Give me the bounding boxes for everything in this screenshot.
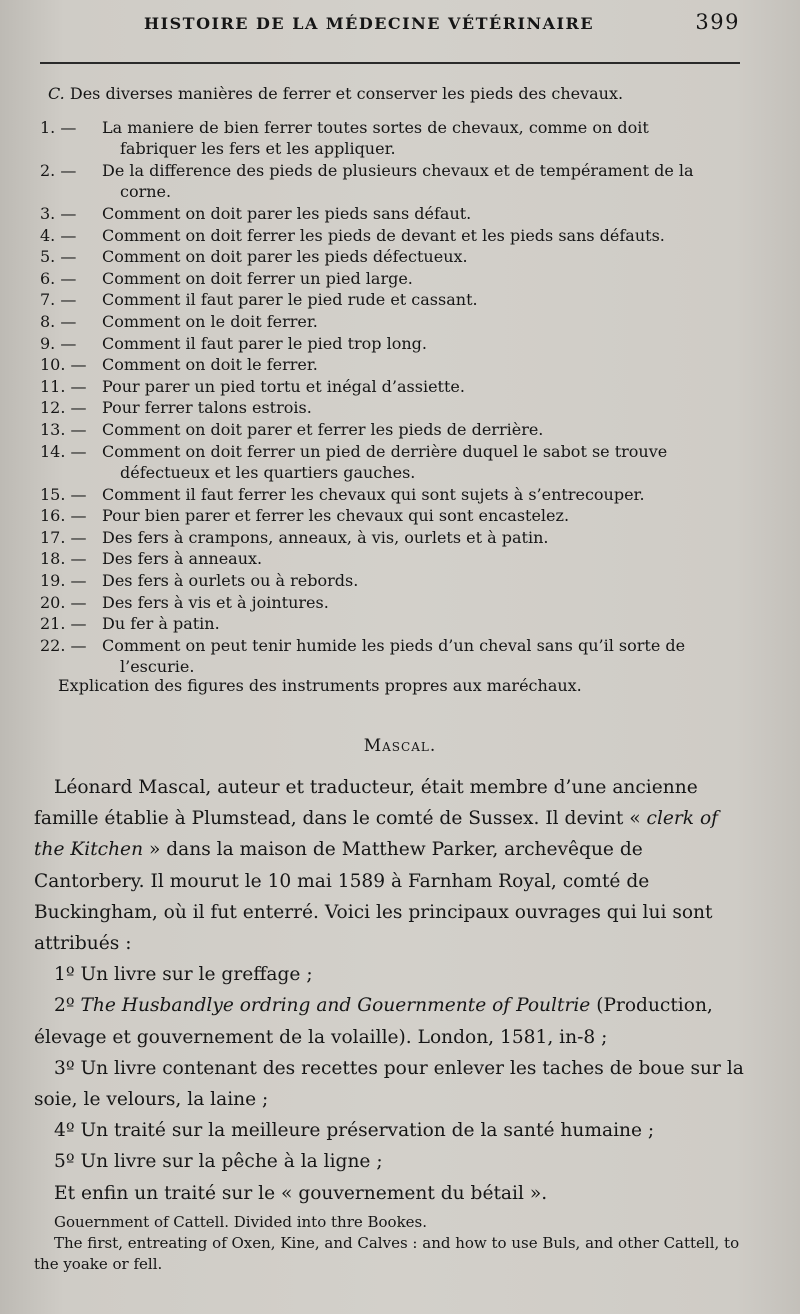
toc-item [40, 203, 740, 224]
toc-item-text [102, 333, 740, 354]
toc-item-text [102, 419, 740, 440]
toc-item-continuation: l’escurie. [120, 657, 195, 677]
toc-item-number: 1. — [40, 118, 77, 137]
toc-explanation: Explication des figures des instruments propres aux maréchaux. [58, 676, 582, 695]
toc-item-text [102, 160, 740, 203]
footnote-block [34, 1212, 746, 1275]
toc-item-line: Des fers à vis et à jointures. [102, 592, 329, 612]
intro-text-a: Léonard Mascal, auteur et traducteur, était membre d’une ancienne famille établie à Plumstead, dans le comté de Sussex. Il devint « [34, 777, 698, 830]
toc-item-number: 18. — [40, 549, 87, 569]
toc-item-number: 13. — [40, 419, 87, 439]
toc-item-line: La maniere de bien ferrer toutes sortes de chevaux, comme on doit [102, 118, 649, 137]
toc-item [40, 289, 740, 310]
running-header [40, 10, 740, 38]
work-item-1: 1º Un livre sur le greffage ; [54, 964, 313, 986]
toc-item [40, 333, 740, 354]
section-title: Mascal. [363, 736, 437, 756]
toc-item-line: Comment on doit ferrer un pied de derrière duquel le sabot se trouve [102, 441, 668, 461]
toc-item-line: Comment on doit ferrer un pied large. [102, 268, 413, 288]
toc-heading-text: Des diverses manières de ferrer et conserver les pieds des chevaux. [69, 84, 624, 103]
toc-item-text [102, 354, 740, 375]
toc-item [40, 311, 740, 332]
toc-item [40, 354, 740, 375]
toc-item [40, 376, 740, 397]
running-title: HISTOIRE DE LA MÉDECINE VÉTÉRINAIRE [144, 14, 595, 33]
toc-item-text [102, 397, 740, 418]
toc-item-text [102, 246, 740, 267]
toc-item-text [102, 289, 740, 310]
work-item-2 [34, 990, 746, 1052]
toc-item-line: Comment on peut tenir humide les pieds d’un cheval sans qu’il sorte de [102, 635, 686, 655]
toc-item-line: Comment on doit parer et ferrer les pieds de derrière. [102, 419, 544, 439]
intro-text-b: » dans la maison de Matthew Parker, archevêque de Cantorbery. Il mourut le 10 mai 1589 à Farnham Royal, comté de Buckingham, où il fut enterré. Voici les principaux ouvrages qui lui sont attribués : [34, 839, 713, 955]
toc-item-number: 2. — [40, 161, 77, 180]
toc-item-text [102, 635, 740, 678]
page-number: 399 [695, 10, 740, 34]
toc-item-continuation: corne. [120, 182, 172, 202]
toc-item-number: 14. — [40, 441, 87, 461]
toc-item [40, 246, 740, 267]
toc-item-number: 22. — [40, 635, 87, 655]
toc-item-line: Comment on doit parer les pieds défectueux. [102, 247, 468, 267]
toc-item [40, 527, 740, 548]
toc-item-continuation: défectueux et les quartiers gauches. [120, 462, 416, 482]
toc-item [40, 117, 740, 160]
work-item-3: 3º Un livre contenant des recettes pour enlever les taches de boue sur la soie, le velours, la laine ; [34, 1057, 744, 1111]
toc-item-line: Comment il faut parer le pied rude et cassant. [102, 290, 478, 310]
toc-item-text [102, 613, 740, 634]
footnote-line-2: The first, entreating of Oxen, Kine, and Calves : and how to use Buls, and other Cattell, to the yoake or fell. [34, 1234, 740, 1273]
toc-heading [48, 84, 623, 103]
toc-item-continuation: fabriquer les fers et les appliquer. [120, 139, 396, 159]
toc-item-number: 21. — [40, 614, 87, 634]
toc-item-line: Des fers à crampons, anneaux, à vis, ourlets et à patin. [102, 527, 549, 547]
toc-item-line: De la difference des pieds de plusieurs chevaux et de tempérament de la [102, 161, 694, 180]
work-item-2-num: 2º [54, 995, 81, 1017]
toc-item-number: 19. — [40, 570, 87, 590]
toc-item-text [102, 268, 740, 289]
toc-item-text [102, 484, 740, 505]
toc-item-number: 6. — [40, 268, 77, 288]
work-item-2-title: The Husbandlye ordring and Gouernmente of Poultrie [80, 995, 591, 1017]
toc-item [40, 160, 740, 203]
toc-item-number: 12. — [40, 398, 87, 418]
toc-item-number: 4. — [40, 225, 77, 245]
toc-item-text [102, 117, 740, 160]
toc-item-number: 7. — [40, 290, 77, 310]
work-item-4: 4º Un traité sur la meilleure préservation de la santé humaine ; [54, 1120, 655, 1142]
toc-item-line: Comment il faut ferrer les chevaux qui sont sujets à s’entrecouper. [102, 484, 645, 504]
toc-item-text [102, 548, 740, 569]
toc-item-line: Comment on doit le ferrer. [102, 355, 318, 375]
body-text [34, 772, 746, 1209]
toc-item [40, 635, 740, 678]
toc-item-number: 5. — [40, 247, 77, 267]
toc-item-text [102, 225, 740, 246]
toc-item-number: 17. — [40, 527, 87, 547]
toc-item-number: 8. — [40, 311, 77, 331]
toc-item [40, 225, 740, 246]
toc-item-line: Comment il faut parer le pied trop long. [102, 333, 427, 353]
toc-item [40, 613, 740, 634]
toc-item [40, 570, 740, 591]
toc-item-line: Comment on le doit ferrer. [102, 311, 318, 331]
toc-item-text [102, 376, 740, 397]
intro-italic: clerk of the Kitchen [34, 808, 719, 861]
work-item-2-rest: (Production, élevage et gouvernement de la volaille). London, 1581, in-8 ; [34, 995, 713, 1048]
toc-item-line: Du fer à patin. [102, 614, 220, 634]
toc-item-text [102, 570, 740, 591]
toc-item [40, 484, 740, 505]
toc-item [40, 441, 740, 484]
toc-item-text [102, 311, 740, 332]
toc-item-text [102, 527, 740, 548]
toc-item-number: 9. — [40, 333, 77, 353]
toc-item-number: 10. — [40, 355, 87, 375]
toc-list [40, 117, 740, 678]
toc-item-line: Pour bien parer et ferrer les chevaux qui sont encastelez. [102, 506, 570, 526]
toc-item-number: 16. — [40, 506, 87, 526]
toc-item-line: Pour ferrer talons estrois. [102, 398, 312, 418]
toc-item-line: Des fers à anneaux. [102, 549, 263, 569]
toc-item-line: Comment on doit parer les pieds sans défaut. [102, 204, 472, 223]
toc-item [40, 268, 740, 289]
work-final: Et enfin un traité sur le « gouvernement du bétail ». [54, 1182, 548, 1204]
toc-item-line: Des fers à ourlets ou à rebords. [102, 570, 359, 590]
header-rule [40, 62, 740, 64]
work-item-5: 5º Un livre sur la pêche à la ligne ; [54, 1151, 383, 1173]
toc-item-number: 15. — [40, 484, 87, 504]
toc-item-number: 11. — [40, 376, 87, 396]
toc-item-text [102, 441, 740, 484]
toc-item-line: Comment on doit ferrer les pieds de devant et les pieds sans défauts. [102, 225, 665, 245]
toc-item [40, 548, 740, 569]
footnote-line-1: Gouernment of Cattell. Divided into thre Bookes. [54, 1213, 428, 1231]
toc-item [40, 419, 740, 440]
toc-item [40, 592, 740, 613]
toc-item-text [102, 505, 740, 526]
toc-item [40, 505, 740, 526]
toc-letter: C. [48, 84, 65, 103]
toc-item-number: 20. — [40, 592, 87, 612]
toc-item-text [102, 592, 740, 613]
toc-item [40, 397, 740, 418]
toc-item-number: 3. — [40, 204, 77, 223]
toc-item-line: Pour parer un pied tortu et inégal d’assiette. [102, 376, 465, 396]
intro-paragraph [34, 772, 746, 959]
toc-item-text [102, 203, 740, 224]
